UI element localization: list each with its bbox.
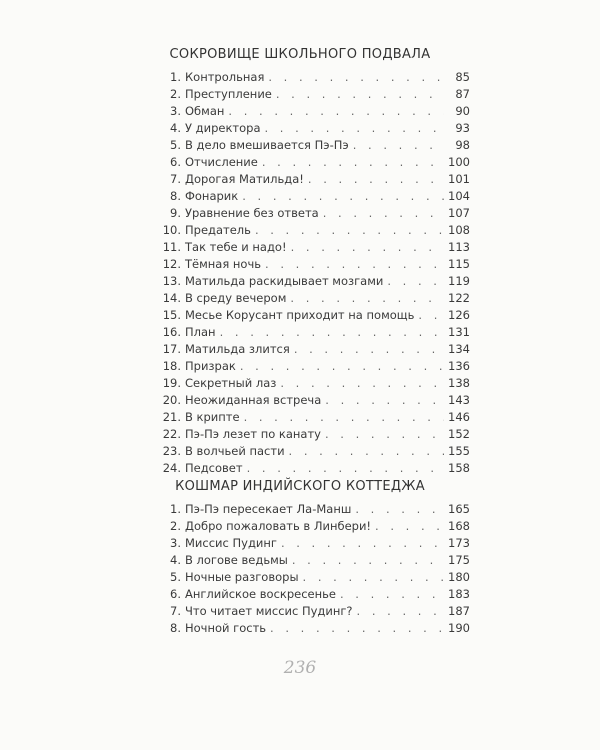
- entry-page: 183: [448, 587, 470, 601]
- dot-leader: [220, 324, 444, 341]
- entry-title: В дело вмешивается Пэ-Пэ: [185, 138, 349, 152]
- entry-page: 180: [448, 570, 470, 584]
- entry-number: 15.: [162, 308, 181, 322]
- toc-entry: [160, 358, 470, 375]
- entry-page: 155: [448, 444, 470, 458]
- entry-number: 4.: [170, 121, 181, 135]
- entry-page: 187: [448, 604, 470, 618]
- dot-leader: [340, 586, 444, 603]
- entry-number: 7.: [170, 604, 181, 618]
- entry-title: Миссис Пудинг: [185, 536, 277, 550]
- toc-entry: [160, 586, 470, 603]
- toc-list-1: [160, 69, 470, 477]
- toc-list-2: [160, 501, 470, 637]
- toc-entry: [160, 154, 470, 171]
- entry-page: 101: [448, 172, 470, 186]
- entry-number: 24.: [162, 461, 181, 475]
- dot-leader: [268, 69, 444, 86]
- dot-leader: [375, 518, 444, 535]
- toc-entry: [160, 239, 470, 256]
- entry-title: Что читает миссис Пудинг?: [185, 604, 353, 618]
- entry-page: 168: [448, 519, 470, 533]
- toc-entry: [160, 535, 470, 552]
- entry-number: 14.: [162, 291, 181, 305]
- dot-leader: [325, 392, 444, 409]
- toc-entry: [160, 460, 470, 477]
- entry-title: Матильда злится: [185, 342, 290, 356]
- entry-title: У директора: [185, 121, 261, 135]
- dot-leader: [303, 569, 444, 586]
- entry-page: 90: [455, 104, 470, 118]
- dot-leader: [240, 358, 444, 375]
- entry-page: 146: [448, 410, 470, 424]
- dot-leader: [244, 409, 444, 426]
- dot-leader: [353, 137, 444, 154]
- entry-number: 3.: [170, 536, 181, 550]
- dot-leader: [265, 256, 444, 273]
- dot-leader: [292, 552, 444, 569]
- toc-entry: [160, 205, 470, 222]
- entry-page: 158: [448, 461, 470, 475]
- toc-entry: [160, 375, 470, 392]
- entry-page: 98: [455, 138, 470, 152]
- entry-number: 19.: [162, 376, 181, 390]
- dot-leader: [289, 443, 444, 460]
- entry-title: План: [185, 325, 216, 339]
- entry-number: 1.: [170, 502, 181, 516]
- entry-page: 122: [448, 291, 470, 305]
- dot-leader: [291, 239, 444, 256]
- entry-page: 107: [448, 206, 470, 220]
- entry-title: Так тебе и надо!: [185, 240, 287, 254]
- entry-title: Тёмная ночь: [185, 257, 262, 271]
- dot-leader: [387, 273, 444, 290]
- dot-leader: [325, 426, 444, 443]
- toc-entry: [160, 341, 470, 358]
- entry-number: 18.: [162, 359, 181, 373]
- entry-number: 2.: [170, 87, 181, 101]
- toc-entry: [160, 552, 470, 569]
- entry-title: В среду вечером: [185, 291, 287, 305]
- entry-page: 152: [448, 427, 470, 441]
- section-title-2: КОШМАР ИНДИЙСКОГО КОТТЕДЖА: [175, 479, 425, 494]
- entry-number: 6.: [170, 587, 181, 601]
- entry-title: Призрак: [185, 359, 236, 373]
- entry-page: 138: [448, 376, 470, 390]
- entry-number: 2.: [170, 519, 181, 533]
- toc-entry: [160, 620, 470, 637]
- entry-number: 16.: [162, 325, 181, 339]
- entry-number: 13.: [162, 274, 181, 288]
- toc-entry: [160, 290, 470, 307]
- entry-number: 7.: [170, 172, 181, 186]
- entry-title: В волчьей пасти: [185, 444, 285, 458]
- toc-entry: [160, 120, 470, 137]
- entry-title: Пэ-Пэ пересекает Ла-Манш: [185, 502, 352, 516]
- toc-entry: [160, 603, 470, 620]
- dot-leader: [262, 154, 444, 171]
- toc-entry: [160, 188, 470, 205]
- dot-leader: [418, 307, 444, 324]
- toc-entry: [160, 443, 470, 460]
- entry-title: Добро пожаловать в Линбери!: [185, 519, 372, 533]
- entry-number: 22.: [162, 427, 181, 441]
- entry-number: 10.: [162, 223, 181, 237]
- entry-page: 134: [448, 342, 470, 356]
- entry-title: Фонарик: [185, 189, 239, 203]
- toc-entry: [160, 222, 470, 239]
- entry-page: 87: [455, 87, 470, 101]
- entry-page: 165: [448, 502, 470, 516]
- entry-page: 93: [455, 121, 470, 135]
- toc-entry: [160, 501, 470, 518]
- entry-title: Английское воскресенье: [185, 587, 336, 601]
- entry-page: 126: [448, 308, 470, 322]
- dot-leader: [355, 501, 444, 518]
- toc-entry: [160, 324, 470, 341]
- dot-leader: [294, 341, 444, 358]
- toc-entry: [160, 103, 470, 120]
- entry-page: 175: [448, 553, 470, 567]
- section-title-1: СОКРОВИЩЕ ШКОЛЬНОГО ПОДВАЛА: [169, 47, 431, 62]
- entry-page: 108: [448, 223, 470, 237]
- toc-entry: [160, 69, 470, 86]
- entry-number: 8.: [170, 189, 181, 203]
- dot-leader: [290, 290, 444, 307]
- page-number: 236: [283, 658, 317, 678]
- toc-entry: [160, 137, 470, 154]
- toc-entry: [160, 392, 470, 409]
- entry-number: 20.: [162, 393, 181, 407]
- entry-page: 104: [448, 189, 470, 203]
- entry-number: 1.: [170, 70, 181, 84]
- entry-number: 3.: [170, 104, 181, 118]
- toc-entry: [160, 171, 470, 188]
- entry-number: 8.: [170, 621, 181, 635]
- entry-title: Педсовет: [185, 461, 243, 475]
- dot-leader: [276, 86, 444, 103]
- entry-page: 136: [448, 359, 470, 373]
- entry-page: 85: [455, 70, 470, 84]
- entry-number: 12.: [162, 257, 181, 271]
- entry-title: Секретный лаз: [185, 376, 277, 390]
- entry-title: Уравнение без ответа: [185, 206, 319, 220]
- entry-title: В логове ведьмы: [185, 553, 288, 567]
- entry-page: 131: [448, 325, 470, 339]
- dot-leader: [323, 205, 444, 222]
- entry-title: Ночные разговоры: [185, 570, 299, 584]
- entry-title: Обман: [185, 104, 225, 118]
- entry-title: Отчисление: [185, 155, 258, 169]
- dot-leader: [242, 188, 444, 205]
- dot-leader: [265, 120, 445, 137]
- entry-number: 5.: [170, 570, 181, 584]
- dot-leader: [247, 460, 444, 477]
- toc-entry: [160, 86, 470, 103]
- entry-page: 115: [448, 257, 470, 271]
- dot-leader: [280, 375, 444, 392]
- dot-leader: [281, 535, 444, 552]
- entry-title: Контрольная: [185, 70, 265, 84]
- toc-entry: [160, 569, 470, 586]
- entry-title: Преступление: [185, 87, 272, 101]
- dot-leader: [357, 603, 444, 620]
- entry-title: Месье Корусант приходит на помощь: [185, 308, 415, 322]
- entry-title: Матильда раскидывает мозгами: [185, 274, 384, 288]
- entry-number: 9.: [170, 206, 181, 220]
- entry-page: 143: [448, 393, 470, 407]
- entry-number: 23.: [162, 444, 181, 458]
- dot-leader: [308, 171, 444, 188]
- entry-number: 6.: [170, 155, 181, 169]
- entry-page: 119: [448, 274, 470, 288]
- dot-leader: [255, 222, 444, 239]
- toc-entry: [160, 256, 470, 273]
- toc-entry: [160, 409, 470, 426]
- entry-number: 17.: [162, 342, 181, 356]
- entry-page: 173: [448, 536, 470, 550]
- entry-number: 21.: [162, 410, 181, 424]
- toc-entry: [160, 426, 470, 443]
- entry-page: 190: [448, 621, 470, 635]
- entry-title: Предатель: [185, 223, 251, 237]
- entry-number: 11.: [162, 240, 181, 254]
- toc-entry: [160, 307, 470, 324]
- entry-page: 113: [448, 240, 470, 254]
- toc-entry: [160, 518, 470, 535]
- entry-page: 100: [448, 155, 470, 169]
- entry-title: Пэ-Пэ лезет по канату: [185, 427, 321, 441]
- dot-leader: [270, 620, 444, 637]
- entry-title: Неожиданная встреча: [185, 393, 322, 407]
- toc-entry: [160, 273, 470, 290]
- entry-number: 5.: [170, 138, 181, 152]
- entry-title: Дорогая Матильда!: [185, 172, 304, 186]
- entry-number: 4.: [170, 553, 181, 567]
- entry-title: В крипте: [185, 410, 240, 424]
- dot-leader: [228, 103, 444, 120]
- entry-title: Ночной гость: [185, 621, 267, 635]
